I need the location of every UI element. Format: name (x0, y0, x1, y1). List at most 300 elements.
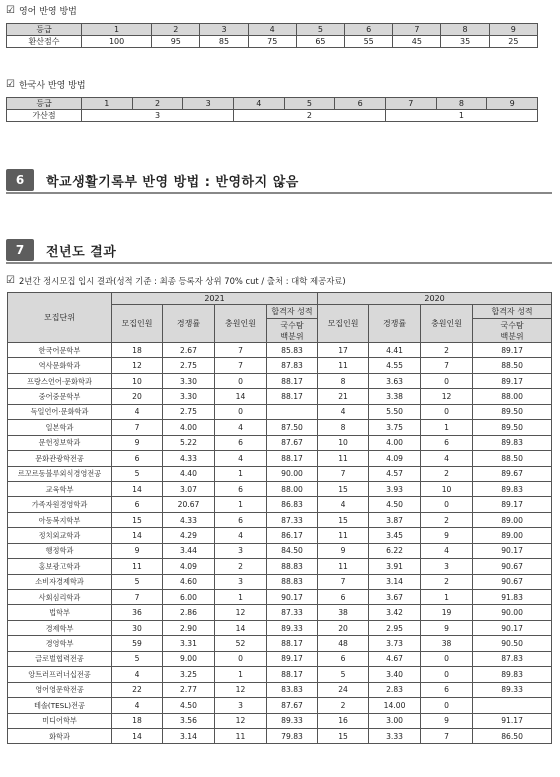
value-cell: 20.67 (163, 497, 215, 512)
value-cell: 88.00 (267, 481, 318, 496)
value-cell: 30 (112, 620, 163, 635)
dept-cell: 홍보광고학과 (8, 559, 112, 574)
value-cell: 15 (318, 481, 369, 496)
results-caption (6, 275, 346, 287)
value-cell: 90.00 (267, 466, 318, 481)
history-grade-table (6, 97, 538, 122)
score-cell: 55 (345, 36, 393, 48)
value-cell: 3.56 (163, 713, 215, 728)
section-divider (6, 262, 552, 264)
dept-cell: 한국어문학부 (8, 343, 112, 358)
year-2020-header: 2020 (318, 293, 552, 305)
value-cell: 9 (318, 543, 369, 558)
results-body (8, 343, 552, 744)
dept-cell: 독일언어·문화학과 (8, 404, 112, 419)
value-cell: 4 (421, 543, 473, 558)
value-cell: 90.67 (473, 559, 552, 574)
value-cell: 5 (112, 574, 163, 589)
table-row (8, 713, 552, 728)
value-cell: 88.50 (473, 451, 552, 466)
value-cell: 3.73 (369, 636, 421, 651)
history-header-row (7, 98, 538, 110)
dept-cell: 르꼬르동블루외식경영전공 (8, 466, 112, 481)
value-cell: 11 (318, 528, 369, 543)
grade-cell: 1 (82, 98, 133, 110)
results-caption-text: 2년간 정시모집 입시 결과(성적 기준 : 최종 등록자 상위 70% cut / 출처 : 대학 제공자료) (18, 276, 346, 286)
value-cell: 1 (421, 420, 473, 435)
value-cell: 89.17 (473, 497, 552, 512)
value-cell: 89.83 (473, 481, 552, 496)
value-cell: 4 (421, 451, 473, 466)
value-cell: 3.33 (369, 728, 421, 743)
table-row (8, 605, 552, 620)
english-grade-table (6, 23, 538, 48)
score-sub-label: 국수탐 (280, 320, 304, 330)
value-cell: 84.50 (267, 543, 318, 558)
grade-cell: 6 (335, 98, 386, 110)
value-cell: 3.75 (369, 420, 421, 435)
grade-cell: 3 (183, 98, 234, 110)
score-cell: 45 (393, 36, 441, 48)
value-cell: 4.33 (163, 451, 215, 466)
dept-cell: 글로벌협력전공 (8, 651, 112, 666)
value-cell: 9 (112, 435, 163, 450)
table-row (8, 543, 552, 558)
value-cell: 4 (112, 667, 163, 682)
value-cell: 7 (318, 466, 369, 481)
value-cell: 4.50 (163, 698, 215, 713)
table-row (8, 667, 552, 682)
value-cell: 5 (112, 651, 163, 666)
value-cell: 4.00 (369, 435, 421, 450)
value-cell: 1 (215, 466, 267, 481)
value-cell: 2.77 (163, 682, 215, 697)
value-cell: 12 (421, 389, 473, 404)
value-cell: 88.17 (267, 373, 318, 388)
section-divider (6, 192, 552, 194)
value-cell: 89.00 (473, 528, 552, 543)
score-sub-label: 백분위 (500, 331, 524, 341)
value-cell: 4 (215, 528, 267, 543)
value-cell: 6 (112, 497, 163, 512)
value-cell: 87.50 (267, 420, 318, 435)
value-cell: 5 (318, 667, 369, 682)
dept-cell: 앙트러프러너십전공 (8, 667, 112, 682)
value-cell: 1 (215, 497, 267, 512)
value-cell: 11 (318, 358, 369, 373)
value-cell: 14.00 (369, 698, 421, 713)
value-cell: 0 (421, 651, 473, 666)
value-cell: 87.33 (267, 512, 318, 527)
score-sub-label: 국수탐 (500, 320, 524, 330)
value-cell: 4 (215, 451, 267, 466)
value-cell: 85.83 (267, 343, 318, 358)
grade-cell: 9 (489, 24, 537, 36)
value-cell: 3.00 (369, 713, 421, 728)
value-cell: 6 (215, 481, 267, 496)
results-table (7, 292, 552, 744)
value-cell: 15 (112, 512, 163, 527)
value-cell: 8 (318, 420, 369, 435)
value-cell: 88.83 (267, 559, 318, 574)
value-cell: 36 (112, 605, 163, 620)
value-cell: 1 (421, 590, 473, 605)
score-cell: 75 (248, 36, 296, 48)
grade-cell: 3 (200, 24, 248, 36)
score-cell: 85 (200, 36, 248, 48)
value-cell: 2 (215, 559, 267, 574)
grade-cell: 2 (132, 98, 183, 110)
history-header-label: 등급 (7, 98, 82, 110)
value-cell: 3 (215, 698, 267, 713)
value-cell: 89.83 (473, 435, 552, 450)
value-cell: 4.55 (369, 358, 421, 373)
value-cell: 10 (318, 435, 369, 450)
score-header: 합격자 성적 (473, 305, 552, 319)
dept-cell: 행정학과 (8, 543, 112, 558)
table-row (8, 497, 552, 512)
value-cell: 1 (215, 667, 267, 682)
value-cell: 22 (112, 682, 163, 697)
value-cell: 2.67 (163, 343, 215, 358)
table-row (8, 528, 552, 543)
english-header-row (7, 24, 538, 36)
grade-cell: 6 (345, 24, 393, 36)
value-cell: 12 (215, 713, 267, 728)
value-cell: 14 (215, 620, 267, 635)
dept-cell: 역사문화학과 (8, 358, 112, 373)
value-cell: 11 (318, 451, 369, 466)
grade-cell: 9 (487, 98, 538, 110)
value-cell: 6 (215, 512, 267, 527)
checkbox-icon: ☑ (6, 78, 15, 90)
dept-cell: 경영학부 (8, 636, 112, 651)
value-cell: 90.17 (473, 620, 552, 635)
ratio-header: 경쟁률 (369, 305, 421, 343)
value-cell: 91.17 (473, 713, 552, 728)
value-cell: 4 (318, 497, 369, 512)
value-cell: 3.14 (163, 728, 215, 743)
value-cell: 87.83 (473, 651, 552, 666)
value-cell: 91.83 (473, 590, 552, 605)
table-row (8, 435, 552, 450)
value-cell: 7 (112, 590, 163, 605)
value-cell: 86.83 (267, 497, 318, 512)
dept-cell: 경제학부 (8, 620, 112, 635)
value-cell: 0 (215, 651, 267, 666)
value-cell: 89.17 (473, 343, 552, 358)
table-row (8, 373, 552, 388)
value-cell: 24 (318, 682, 369, 697)
value-cell: 4.33 (163, 512, 215, 527)
value-cell: 11 (215, 728, 267, 743)
value-cell: 90.17 (473, 543, 552, 558)
value-cell: 2.90 (163, 620, 215, 635)
dept-cell: 아동복지학부 (8, 512, 112, 527)
bonus-cell: 1 (385, 110, 537, 122)
value-cell: 89.17 (473, 373, 552, 388)
english-section-title (6, 4, 77, 17)
table-row (8, 481, 552, 496)
value-cell: 4.00 (163, 420, 215, 435)
history-row-label: 가산점 (7, 110, 82, 122)
value-cell: 7 (215, 358, 267, 373)
value-cell: 4.09 (163, 559, 215, 574)
value-cell: 21 (318, 389, 369, 404)
value-cell: 52 (215, 636, 267, 651)
value-cell: 6 (318, 590, 369, 605)
value-cell: 89.67 (473, 466, 552, 481)
value-cell: 12 (215, 682, 267, 697)
english-title-text: 영어 반영 방법 (18, 7, 77, 17)
value-cell: 2.95 (369, 620, 421, 635)
history-score-row (7, 110, 538, 122)
value-cell: 6 (318, 651, 369, 666)
value-cell: 18 (112, 343, 163, 358)
dept-cell: 영어영문학전공 (8, 682, 112, 697)
value-cell: 2.83 (369, 682, 421, 697)
value-cell: 17 (318, 343, 369, 358)
value-cell: 89.33 (473, 682, 552, 697)
value-cell: 2 (421, 343, 473, 358)
value-cell: 89.00 (473, 512, 552, 527)
dept-cell: 법학부 (8, 605, 112, 620)
value-cell: 7 (112, 420, 163, 435)
value-cell: 8 (318, 373, 369, 388)
history-section-title (6, 78, 86, 91)
value-cell: 20 (318, 620, 369, 635)
checkbox-icon: ☑ (6, 4, 15, 16)
value-cell: 9 (112, 543, 163, 558)
dept-cell: 문헌정보학과 (8, 435, 112, 450)
value-cell: 86.50 (473, 728, 552, 743)
grade-cell: 7 (385, 98, 436, 110)
grade-cell: 5 (284, 98, 335, 110)
value-cell: 3.87 (369, 512, 421, 527)
value-cell: 18 (112, 713, 163, 728)
value-cell: 48 (318, 636, 369, 651)
table-row (8, 620, 552, 635)
grade-cell: 4 (233, 98, 284, 110)
value-cell: 88.17 (267, 451, 318, 466)
checkbox-icon: ☑ (6, 275, 15, 286)
dept-cell: 화학과 (8, 728, 112, 743)
table-row (8, 404, 552, 419)
value-cell: 3.91 (369, 559, 421, 574)
dept-cell: 정치외교학과 (8, 528, 112, 543)
value-cell: 6 (215, 435, 267, 450)
value-cell: 88.17 (267, 667, 318, 682)
value-cell: 7 (421, 728, 473, 743)
value-cell: 14 (112, 481, 163, 496)
score-cell: 100 (82, 36, 152, 48)
value-cell: 87.33 (267, 605, 318, 620)
score-sub-label: 백분위 (280, 331, 304, 341)
value-cell: 12 (112, 358, 163, 373)
english-header-label: 등급 (7, 24, 82, 36)
score-subheader (473, 319, 552, 343)
dept-cell: 미디어학부 (8, 713, 112, 728)
table-row (8, 682, 552, 697)
value-cell: 87.67 (267, 435, 318, 450)
value-cell: 0 (421, 667, 473, 682)
table-row (8, 512, 552, 527)
score-header: 합격자 성적 (267, 305, 318, 319)
value-cell: 6 (421, 435, 473, 450)
value-cell: 3.31 (163, 636, 215, 651)
value-cell: 5 (112, 466, 163, 481)
value-cell: 7 (421, 358, 473, 373)
value-cell: 3.38 (369, 389, 421, 404)
value-cell: 3.45 (369, 528, 421, 543)
value-cell: 3.67 (369, 590, 421, 605)
table-row (8, 389, 552, 404)
value-cell: 3.25 (163, 667, 215, 682)
value-cell: 88.50 (473, 358, 552, 373)
score-cell: 25 (489, 36, 537, 48)
value-cell: 89.33 (267, 713, 318, 728)
value-cell: 2 (421, 512, 473, 527)
score-subheader (267, 319, 318, 343)
dept-cell: 테솔(TESL)전공 (8, 698, 112, 713)
value-cell: 9 (421, 528, 473, 543)
value-cell: 89.17 (267, 651, 318, 666)
value-cell: 3.14 (369, 574, 421, 589)
dept-cell: 가족자원경영학과 (8, 497, 112, 512)
value-cell: 5.50 (369, 404, 421, 419)
value-cell: 5.22 (163, 435, 215, 450)
value-cell: 4.40 (163, 466, 215, 481)
value-cell: 11 (112, 559, 163, 574)
table-row (8, 651, 552, 666)
value-cell: 3.40 (369, 667, 421, 682)
value-cell: 87.83 (267, 358, 318, 373)
dept-cell: 소비자경제학과 (8, 574, 112, 589)
value-cell: 89.50 (473, 404, 552, 419)
value-cell: 90.67 (473, 574, 552, 589)
grade-cell: 8 (441, 24, 489, 36)
value-cell: 16 (318, 713, 369, 728)
dept-cell: 사회심리학과 (8, 590, 112, 605)
value-cell: 88.00 (473, 389, 552, 404)
value-cell: 90.50 (473, 636, 552, 651)
value-cell: 3.63 (369, 373, 421, 388)
table-row (8, 636, 552, 651)
value-cell: 20 (112, 389, 163, 404)
value-cell: 6.00 (163, 590, 215, 605)
score-cell: 95 (152, 36, 200, 48)
value-cell: 3.30 (163, 373, 215, 388)
value-cell: 15 (318, 512, 369, 527)
value-cell: 4 (112, 698, 163, 713)
value-cell: 4.57 (369, 466, 421, 481)
value-cell: 3 (215, 574, 267, 589)
value-cell: 14 (112, 528, 163, 543)
table-row (8, 358, 552, 373)
score-cell: 35 (441, 36, 489, 48)
value-cell: 6.22 (369, 543, 421, 558)
dept-cell: 교육학부 (8, 481, 112, 496)
value-cell: 0 (215, 373, 267, 388)
table-row (8, 451, 552, 466)
dept-cell: 프랑스언어·문화학과 (8, 373, 112, 388)
value-cell (267, 404, 318, 419)
year-header-row (8, 293, 552, 305)
value-cell: 90.00 (473, 605, 552, 620)
table-row (8, 728, 552, 743)
value-cell (473, 698, 552, 713)
value-cell: 12 (215, 605, 267, 620)
table-row (8, 590, 552, 605)
value-cell: 7 (318, 574, 369, 589)
value-cell: 3.30 (163, 389, 215, 404)
value-cell: 83.83 (267, 682, 318, 697)
value-cell: 2 (421, 466, 473, 481)
value-cell: 2.86 (163, 605, 215, 620)
history-title-text: 한국사 반영 방법 (18, 81, 86, 91)
value-cell: 0 (421, 373, 473, 388)
dept-cell: 일본학과 (8, 420, 112, 435)
year-2021-header: 2021 (112, 293, 318, 305)
dept-cell: 중어중문학부 (8, 389, 112, 404)
value-cell: 90.17 (267, 590, 318, 605)
value-cell: 4 (318, 404, 369, 419)
dept-cell: 문화관광학전공 (8, 451, 112, 466)
section-title: 전년도 결과 (46, 244, 117, 260)
value-cell: 0 (421, 698, 473, 713)
table-row (8, 420, 552, 435)
grade-cell: 4 (248, 24, 296, 36)
value-cell: 4 (215, 420, 267, 435)
table-row (8, 698, 552, 713)
table-row (8, 559, 552, 574)
section-7-heading (6, 238, 552, 266)
extra-header: 충원인원 (421, 305, 473, 343)
value-cell: 1 (215, 590, 267, 605)
value-cell: 10 (112, 373, 163, 388)
value-cell: 88.17 (267, 389, 318, 404)
value-cell: 3.44 (163, 543, 215, 558)
value-cell: 4.60 (163, 574, 215, 589)
value-cell: 3 (215, 543, 267, 558)
bonus-cell: 2 (233, 110, 385, 122)
value-cell: 2.75 (163, 358, 215, 373)
bonus-cell: 3 (82, 110, 234, 122)
value-cell: 4.50 (369, 497, 421, 512)
value-cell: 7 (215, 343, 267, 358)
table-row (8, 343, 552, 358)
english-row-label: 환산점수 (7, 36, 82, 48)
value-cell: 9 (421, 713, 473, 728)
value-cell: 86.17 (267, 528, 318, 543)
value-cell: 4.09 (369, 451, 421, 466)
value-cell: 4 (112, 404, 163, 419)
value-cell: 9.00 (163, 651, 215, 666)
quota-header: 모집인원 (112, 305, 163, 343)
value-cell: 3.93 (369, 481, 421, 496)
section-title: 학교생활기록부 반영 방법 : 반영하지 않음 (46, 174, 299, 190)
value-cell: 2 (421, 574, 473, 589)
value-cell: 14 (215, 389, 267, 404)
table-row (8, 574, 552, 589)
ratio-header: 경쟁률 (163, 305, 215, 343)
value-cell: 4.29 (163, 528, 215, 543)
english-score-row (7, 36, 538, 48)
grade-cell: 8 (436, 98, 487, 110)
value-cell: 3.07 (163, 481, 215, 496)
value-cell: 88.83 (267, 574, 318, 589)
section-6-heading (6, 168, 552, 196)
